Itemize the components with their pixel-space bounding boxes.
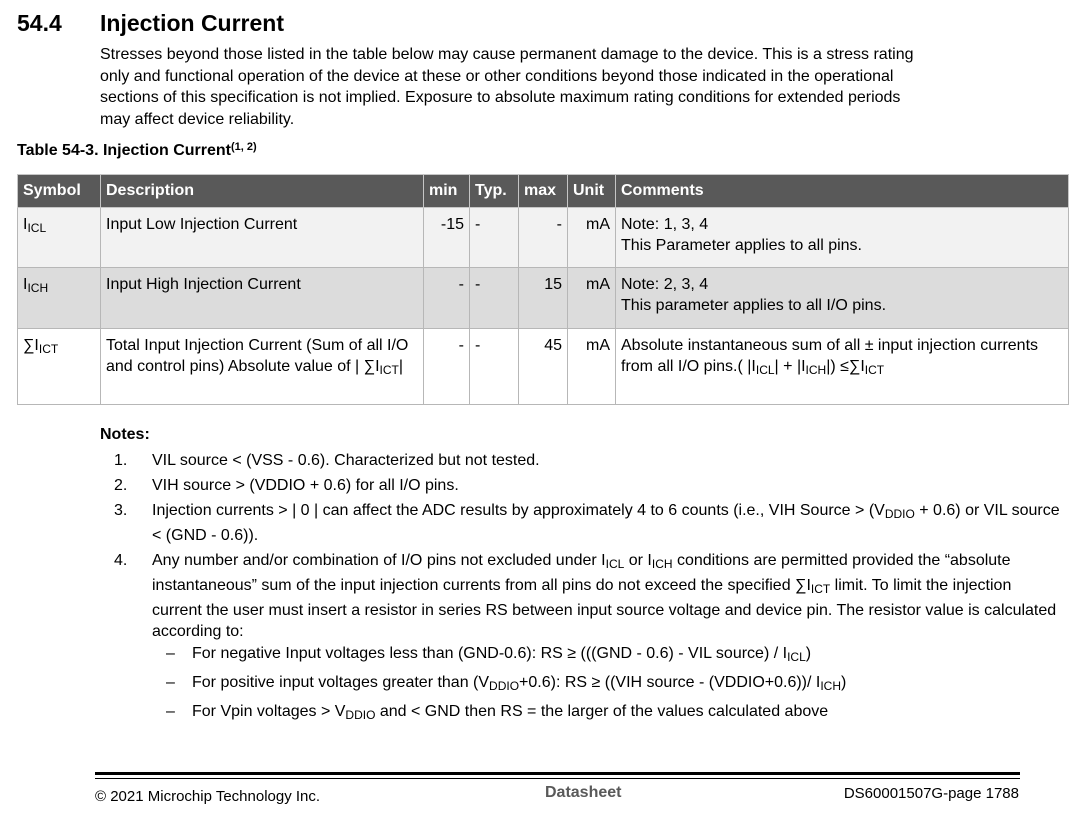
cell-symbol: [18, 268, 101, 329]
note-subscript: ICL: [605, 557, 625, 571]
cell-symbol: [18, 208, 101, 268]
section-title: Injection Current: [100, 10, 285, 36]
injection-current-table: [17, 174, 1069, 405]
note-subscript: ICT: [810, 582, 831, 596]
notes-section: [100, 426, 1060, 730]
note-item: [100, 500, 1060, 546]
footer-copyright: © 2021 Microchip Technology Inc.: [95, 788, 321, 805]
comment-line: This Parameter applies to all pins.: [621, 237, 862, 254]
header-min: min: [424, 175, 470, 208]
note-text: VIL source < (VSS - 0.6). Characterized but not tested.: [152, 452, 540, 469]
cell-typ: -: [470, 329, 519, 405]
section-number: 54.4: [17, 10, 62, 36]
table-caption-text: Table 54-3. Injection Current: [17, 142, 231, 159]
intro-line: sections of this specification is not implied. Exposure to absolute maximum rating conditions for extended periods: [100, 89, 901, 106]
note-number: 4.: [114, 552, 128, 569]
header-symbol: Symbol: [18, 175, 101, 208]
notes-heading: Notes:: [100, 426, 150, 443]
note-item: [100, 550, 1060, 642]
description-symbol: ∑I: [363, 358, 380, 375]
symbol-main: I: [23, 276, 28, 293]
cell-min: -15: [424, 208, 470, 268]
subitem-text: For positive input voltages greater than (V: [192, 674, 490, 691]
comment-subscript: ICL: [755, 363, 775, 377]
cell-max: 45: [519, 329, 568, 405]
note-number: 2.: [114, 477, 128, 494]
table-caption: [17, 141, 257, 160]
cell-description: Input Low Injection Current: [101, 208, 424, 268]
note-text: + 0.6) or VIL source < (GND - 0.6)).: [152, 502, 1060, 544]
cell-comments: [616, 208, 1069, 268]
subitem-text: ): [805, 645, 812, 662]
comment-text: |) ≤∑I: [826, 358, 865, 375]
note-item: [100, 450, 1060, 471]
cell-symbol: [18, 329, 101, 405]
dash-marker: –: [166, 703, 175, 720]
description-text: Total Input Injection Current (Sum of all I/O and control pins) Absolute value of |: [106, 337, 409, 375]
subitem-subscript: DDIO: [345, 708, 376, 722]
footer-page-id: DS60001507G-page 1788: [843, 785, 1019, 802]
footer-rule-thick: [95, 772, 1020, 775]
subitem-text: ): [841, 674, 847, 691]
comment-line: Note: 2, 3, 4: [621, 276, 709, 293]
comment-subscript: ICH: [805, 363, 827, 377]
dash-marker: –: [166, 674, 175, 691]
note-subitem: [100, 701, 1060, 726]
note-number: 1.: [114, 452, 128, 469]
cell-description: Input High Injection Current: [101, 268, 424, 329]
header-typ: Typ.: [470, 175, 519, 208]
description-end: |: [398, 358, 404, 375]
note-item: [100, 475, 1060, 496]
footer-rule-thin: [95, 778, 1020, 779]
table-row: [18, 268, 1069, 329]
footer-doc-type: Datasheet: [545, 784, 622, 801]
comment-subscript: ICT: [864, 363, 885, 377]
intro-line: Stresses beyond those listed in the table below may cause permanent damage to the device. This is a stress rating: [100, 46, 914, 63]
cell-typ: -: [470, 208, 519, 268]
note-subscript: ICH: [651, 557, 673, 571]
note-subitem: [100, 672, 1060, 697]
note-text: Any number and/or combination of I/O pins not excluded under I: [152, 552, 606, 569]
intro-line: only and functional operation of the device at these or other conditions beyond those indicated in the operational: [100, 67, 894, 85]
table-row: [18, 329, 1069, 405]
note-text: or I: [624, 552, 652, 569]
note-subitem: [100, 643, 1060, 668]
note-text: Injection currents > | 0 | can affect the ADC results by approximately 4 to 6 counts (i.e., VIH Source > (V: [152, 502, 885, 519]
cell-unit: mA: [568, 208, 616, 268]
header-comments: Comments: [616, 175, 1069, 208]
subitem-subscript: ICL: [787, 650, 806, 664]
cell-min: -: [424, 329, 470, 405]
section-heading: [17, 10, 284, 37]
comment-line: This parameter applies to all I/O pins.: [621, 297, 887, 314]
cell-max: -: [519, 208, 568, 268]
symbol-subscript: ICT: [38, 342, 59, 356]
subitem-text: For Vpin voltages > V: [192, 703, 346, 720]
table-row: [18, 208, 1069, 268]
cell-typ: -: [470, 268, 519, 329]
intro-paragraph: [100, 44, 1060, 130]
intro-line: may affect device reliability.: [100, 110, 295, 128]
comment-text: Absolute instantaneous sum of all ± input injection currents from all I/O pins.( |I: [621, 337, 1039, 375]
note-subscript: DDIO: [884, 507, 915, 521]
symbol-subscript: ICH: [27, 281, 49, 295]
note-text: conditions are permitted provided the “absolute instantaneous” sum of the input injection currents from all pins do not exceed the specified ∑I: [152, 552, 1011, 594]
header-max: max: [519, 175, 568, 208]
subitem-subscript: DDIO: [489, 679, 520, 693]
cell-unit: mA: [568, 329, 616, 405]
note-text: limit. To limit the injection current the user must insert a resistor in series RS between input source voltage and device pin. The resistor value is calculated according to:: [152, 577, 1057, 640]
subitem-subscript: ICH: [820, 679, 842, 693]
subitem-text: and < GND then RS = the larger of the values calculated above: [375, 703, 829, 720]
dash-marker: –: [166, 645, 175, 662]
subitem-text: +0.6): RS ≥ ((VIH source - (VDDIO+0.6))/ I: [519, 674, 821, 691]
cell-unit: mA: [568, 268, 616, 329]
table-header-row: [18, 175, 1069, 208]
note-number: 3.: [114, 502, 128, 519]
cell-min: -: [424, 268, 470, 329]
symbol-subscript: ICL: [27, 221, 47, 235]
cell-comments: [616, 329, 1069, 405]
comment-text: | + |I: [774, 358, 806, 375]
description-subscript: ICT: [379, 363, 399, 377]
symbol-main: ∑I: [23, 337, 39, 354]
header-description: Description: [101, 175, 424, 208]
symbol-main: I: [23, 216, 28, 233]
cell-description: [101, 329, 424, 405]
subitem-text: For negative Input voltages less than (GND-0.6): RS ≥ (((GND - 0.6) - VIL source) / I: [192, 645, 788, 662]
header-unit: Unit: [568, 175, 616, 208]
cell-comments: [616, 268, 1069, 329]
cell-max: 15: [519, 268, 568, 329]
note-text: VIH source > (VDDIO + 0.6) for all I/O pins.: [152, 477, 459, 494]
comment-line: Note: 1, 3, 4: [621, 216, 709, 233]
table-caption-footnote-ref: (1, 2): [230, 141, 257, 153]
